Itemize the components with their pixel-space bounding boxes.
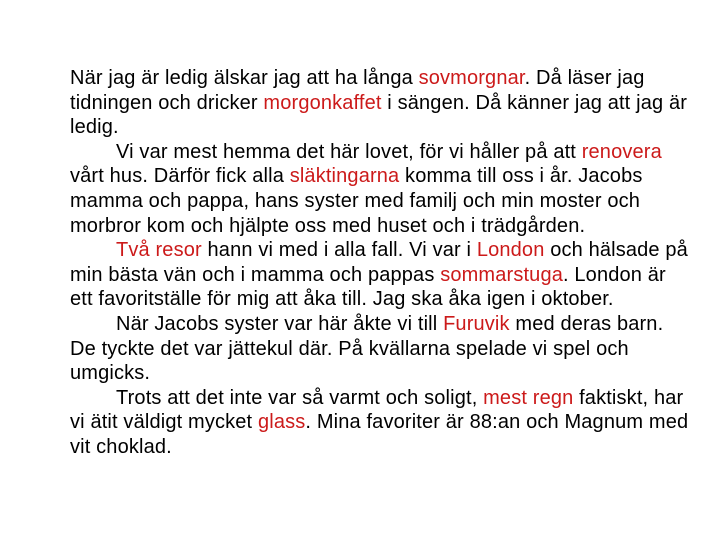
paragraph — [70, 312, 690, 386]
text-segment: faktiskt, har vi ätit väldigt mycket — [70, 386, 684, 434]
text-segment: . Mina favoriter är 88:an och Magnum med vit choklad. — [70, 411, 689, 458]
text-segment: vårt hus. Därför fick alla — [70, 165, 290, 188]
text-segment: . Då läser jag tidningen och dricker — [70, 67, 645, 114]
text-segment: komma till oss i år. Jacobs mamma och pappa, hans syster med familj och min moster och morbror kom och hjälpte oss med huset och i trädgården. — [70, 165, 643, 237]
text-segment: i sängen. Då känner jag att jag är ledig. — [70, 91, 688, 139]
text-segment: När jag är ledig älskar jag att ha långa — [70, 67, 419, 89]
text-segment: och hälsade på min bästa vän och i mamma och pappas — [70, 239, 688, 286]
highlighted-word: släktingarna — [289, 165, 400, 188]
paragraph — [70, 386, 690, 460]
highlighted-word: renovera — [581, 140, 662, 163]
highlighted-word: London — [476, 239, 545, 262]
highlighted-word: mest regn — [483, 386, 574, 409]
highlighted-word: sovmorgnar — [418, 67, 525, 89]
highlighted-word: Två resor — [116, 239, 202, 262]
text-segment: Vi var mest hemma det här lovet, för vi håller på att — [116, 140, 582, 163]
text-segment: Trots att det inte var så varmt och soligt, — [116, 386, 484, 409]
highlighted-word: Furuvik — [443, 312, 510, 335]
text-segment: hann vi med i alla fall. Vi var i — [201, 239, 477, 262]
paragraph — [70, 238, 690, 312]
highlighted-word: sommarstuga — [440, 263, 563, 286]
text-segment: . London är ett favoritställe för mig att åka till. Jag ska åka igen i oktober. — [70, 263, 666, 311]
highlighted-word: morgonkaffet — [263, 91, 382, 114]
paragraph — [70, 66, 690, 140]
paragraph — [70, 140, 690, 238]
text-segment: med deras barn. De tyckte det var jättekul där. På kvällarna spelade vi spel och umgicks. — [70, 312, 664, 385]
text-segment: När Jacobs syster var här åkte vi till — [116, 312, 444, 335]
highlighted-word: glass — [257, 411, 306, 434]
body-text — [70, 66, 690, 460]
